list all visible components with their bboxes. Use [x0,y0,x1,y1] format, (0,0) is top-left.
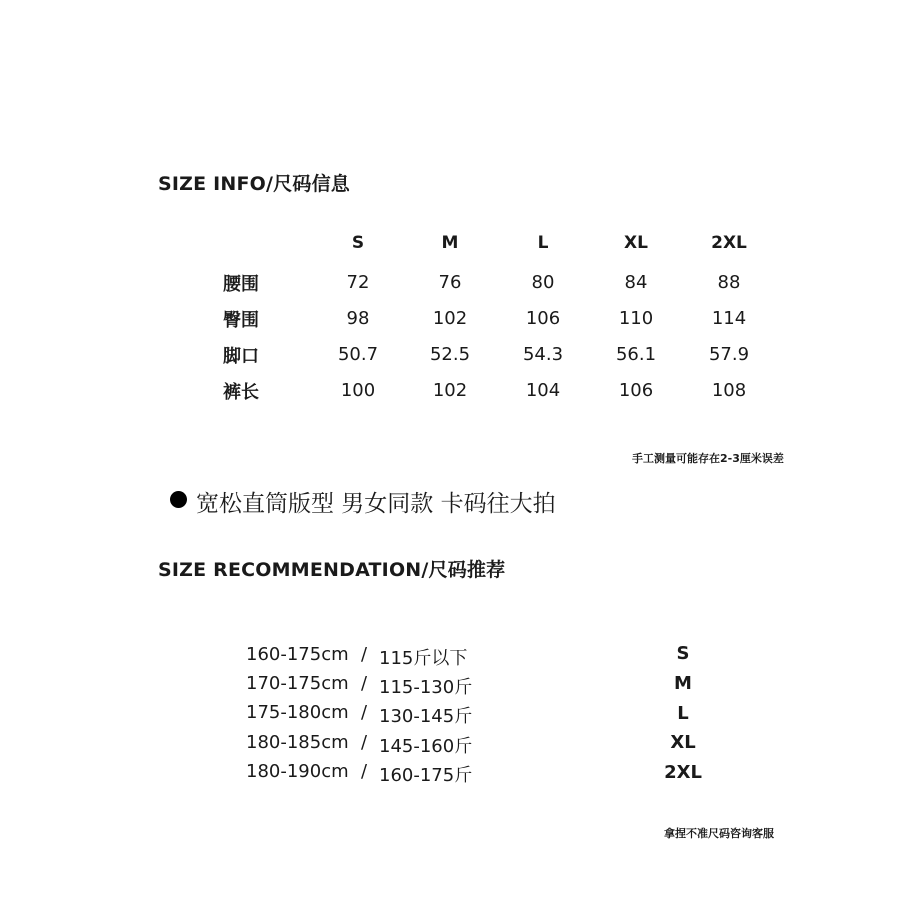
rec-height: 180-190cm [246,761,349,782]
rec-slash: / [361,761,368,782]
rec-slash: / [361,644,368,665]
table-cell: 108 [711,380,747,401]
row-label-hip: 臀围 [223,310,259,331]
table-cell: 80 [531,272,555,293]
table-cell: 102 [432,308,468,329]
table-cell: 114 [711,308,747,329]
rec-slash: / [361,673,368,694]
rec-weight: 130-145斤 [379,706,473,727]
row-label-leg-opening: 脚口 [223,346,259,367]
table-cell: 104 [525,380,561,401]
rec-height: 170-175cm [246,673,349,694]
table-cell: 84 [624,272,648,293]
table-cell: 54.3 [522,344,564,365]
table-cell: 106 [525,308,561,329]
table-cell: 52.5 [429,344,471,365]
table-cell: 88 [717,272,741,293]
rec-size: 2XL [664,762,702,783]
table-cell: 56.1 [615,344,657,365]
measurement-note: 手工测量可能存在2-3厘米误差 [632,452,784,465]
size-recommendation-title: SIZE RECOMMENDATION/尺码推荐 [158,559,506,581]
bullet-dot-icon [170,491,187,508]
rec-height: 175-180cm [246,702,349,723]
rec-slash: / [361,702,368,723]
size-header-l: L [537,233,549,253]
size-header-m: M [441,233,459,253]
customer-service-note: 拿捏不准尺码咨询客服 [664,827,774,840]
rec-size: M [674,673,692,694]
table-cell: 106 [618,380,654,401]
table-cell: 110 [618,308,654,329]
rec-weight: 115-130斤 [379,677,473,698]
size-info-title: SIZE INFO/尺码信息 [158,173,350,195]
table-cell: 98 [346,308,370,329]
rec-weight: 115斤以下 [379,648,468,669]
rec-height: 180-185cm [246,732,349,753]
rec-weight: 160-175斤 [379,765,473,786]
table-cell: 102 [432,380,468,401]
row-label-length: 裤长 [223,382,259,403]
rec-size: L [677,703,689,724]
rec-weight: 145-160斤 [379,736,473,757]
table-cell: 72 [346,272,370,293]
fit-description: 宽松直筒版型 男女同款 卡码往大拍 [196,491,556,517]
rec-slash: / [361,732,368,753]
size-header-s: S [351,233,365,253]
size-header-xl: XL [624,233,648,253]
size-header-2xl: 2XL [711,233,747,253]
rec-size: XL [670,732,696,753]
table-cell: 100 [340,380,376,401]
table-cell: 57.9 [708,344,750,365]
table-cell: 50.7 [337,344,379,365]
table-cell: 76 [438,272,462,293]
rec-height: 160-175cm [246,644,349,665]
rec-size: S [676,643,690,664]
row-label-waist: 腰围 [223,274,259,295]
